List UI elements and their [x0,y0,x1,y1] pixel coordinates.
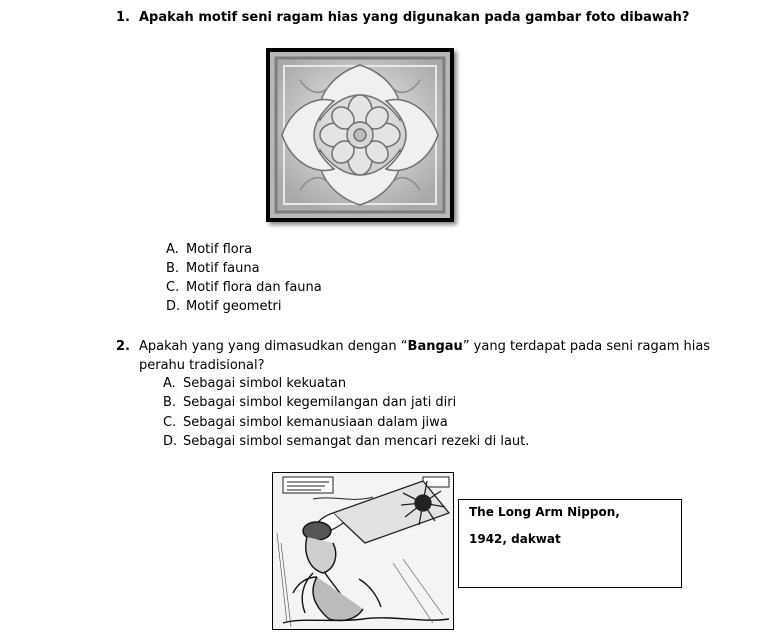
option-letter: B. [163,395,177,410]
floral-relief-drawing [270,52,450,218]
question-2-number: 2. [116,339,130,354]
caption-box [458,499,682,588]
question-1-option-d[interactable] [166,297,282,316]
option-text: Motif geometri [186,299,282,314]
option-text: Sebagai simbol kekuatan [183,376,347,391]
option-text: Motif flora dan fauna [186,280,322,295]
option-text: Motif flora [186,242,253,257]
option-letter: D. [166,299,181,314]
question-1-number: 1. [116,10,130,25]
option-letter: C. [163,415,177,430]
option-text: Motif fauna [186,261,260,276]
option-letter: A. [163,376,176,391]
question-2-option-c[interactable] [163,413,448,432]
question-1-option-b[interactable] [166,259,260,278]
option-letter: A. [166,242,179,257]
caption-detail: 1942, dakwat [469,532,561,546]
option-text: Sebagai simbol semangat dan mencari rezeki di laut. [183,434,530,449]
question-2-text [139,337,710,356]
question-2-option-b[interactable] [163,393,456,412]
option-text: Sebagai simbol kegemilangan dan jati diri [183,395,457,410]
option-text: Sebagai simbol kemanusiaan dalam jiwa [183,415,448,430]
option-letter: D. [163,434,178,449]
caption-title: The Long Arm Nippon, [469,505,620,519]
question-2-option-a[interactable] [163,374,346,393]
question-2-text-before: Apakah yang yang dimasudkan dengan “ [139,339,408,354]
question-1-option-a[interactable] [166,240,252,259]
question-2-text-after: ” yang terdapat pada seni ragam hias [462,339,711,354]
option-letter: B. [166,261,180,276]
floral-relief-image [266,48,454,222]
cartoon-image [272,472,454,630]
question-1-text: Apakah motif seni ragam hias yang digunakan pada gambar foto dibawah? [139,10,690,25]
cartoon-drawing [273,473,453,629]
question-2-text-line2 [139,356,265,375]
question-2-text-line2-body: perahu tradisional? [139,358,265,373]
question-2-keyword: Bangau [407,339,463,354]
question-2-option-d[interactable] [163,432,529,451]
option-letter: C. [166,280,180,295]
question-1-option-c[interactable] [166,278,322,297]
